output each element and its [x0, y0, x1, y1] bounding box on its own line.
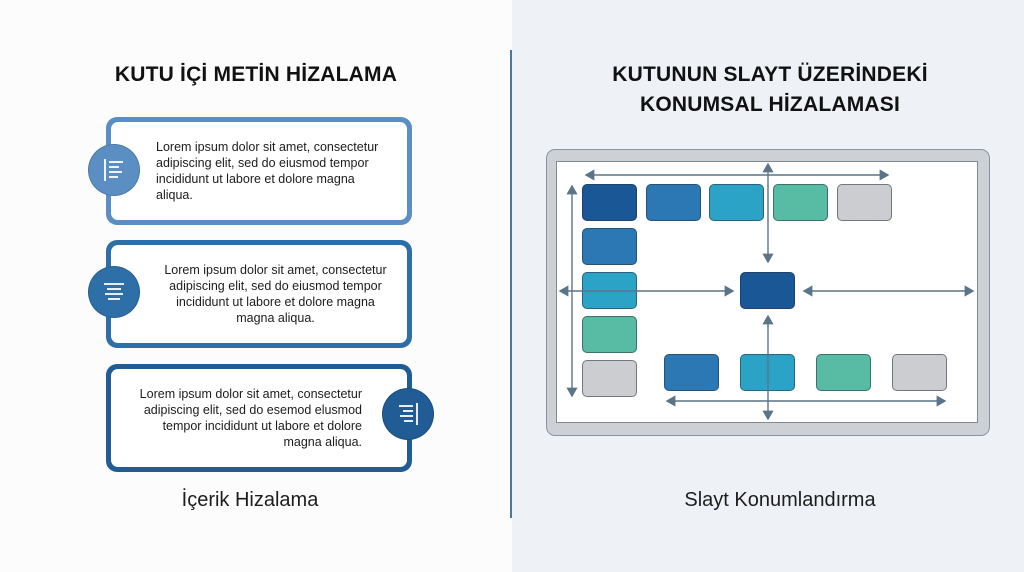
tile-center — [740, 272, 795, 309]
text-line: Lorem ipsum dolor sit amet, consectetur — [164, 263, 387, 277]
align-left-icon — [99, 155, 129, 185]
text-box-content — [140, 386, 362, 450]
tile-top-row — [837, 184, 892, 221]
right-title-line: KUTUNUN SLAYT ÜZERİNDEKİ — [612, 63, 928, 86]
tile-top-row — [709, 184, 764, 221]
text-line: Lorem ipsum dolor sit amet, consectetur — [156, 140, 379, 154]
tile-left-column — [582, 228, 637, 265]
align-right-icon — [393, 399, 423, 429]
tile-bottom-row — [892, 354, 947, 391]
text-line: aliqua. — [156, 188, 193, 202]
right-title — [530, 60, 1010, 120]
tile-top-row — [773, 184, 828, 221]
text-box-content — [156, 139, 378, 203]
right-caption: Slayt Konumlandırma — [684, 489, 876, 511]
text-box-center-aligned — [106, 240, 412, 348]
tile-left-column — [582, 272, 637, 309]
text-box-inner — [111, 122, 407, 220]
text-line: magna aliqua. — [283, 435, 362, 449]
vertical-divider — [510, 50, 512, 518]
tile-bottom-row — [740, 354, 795, 391]
align-center-badge — [88, 266, 140, 318]
align-left-badge — [88, 144, 140, 196]
text-line: adipiscing elit, sed do eiusmod tempor — [169, 279, 382, 293]
text-line: adipiscing elit, sed do esemod elusmod — [143, 403, 362, 417]
tile-top-row — [646, 184, 701, 221]
text-line: tempor incididunt ut labore et dolore — [162, 419, 362, 433]
align-right-badge — [382, 388, 434, 440]
tile-top-row — [582, 184, 637, 221]
align-center-icon — [99, 277, 129, 307]
text-box-inner — [111, 245, 407, 343]
text-line: magna aliqua. — [236, 311, 315, 325]
text-box-right-aligned — [106, 364, 412, 472]
tile-bottom-row — [664, 354, 719, 391]
tile-left-column — [582, 316, 637, 353]
right-title-line: KONUMSAL HİZALAMASI — [639, 93, 901, 116]
text-line: Lorem ipsum dolor sit amet, consectetur — [139, 387, 362, 401]
text-line: adipiscing elit, sed do eiusmod tempor — [156, 156, 369, 170]
tile-bottom-row — [816, 354, 871, 391]
tile-left-column — [582, 360, 637, 397]
text-box-content — [164, 262, 386, 326]
text-line: incididunt ut labore et dolore magna — [156, 172, 355, 186]
text-box-inner — [111, 369, 407, 467]
text-line: incididunt ut labore et dolore magna — [176, 295, 375, 309]
left-title: KUTU İÇİ METİN HİZALAMA — [114, 63, 398, 86]
left-caption: İçerik Hizalama — [181, 489, 319, 511]
text-box-left-aligned — [106, 117, 412, 225]
